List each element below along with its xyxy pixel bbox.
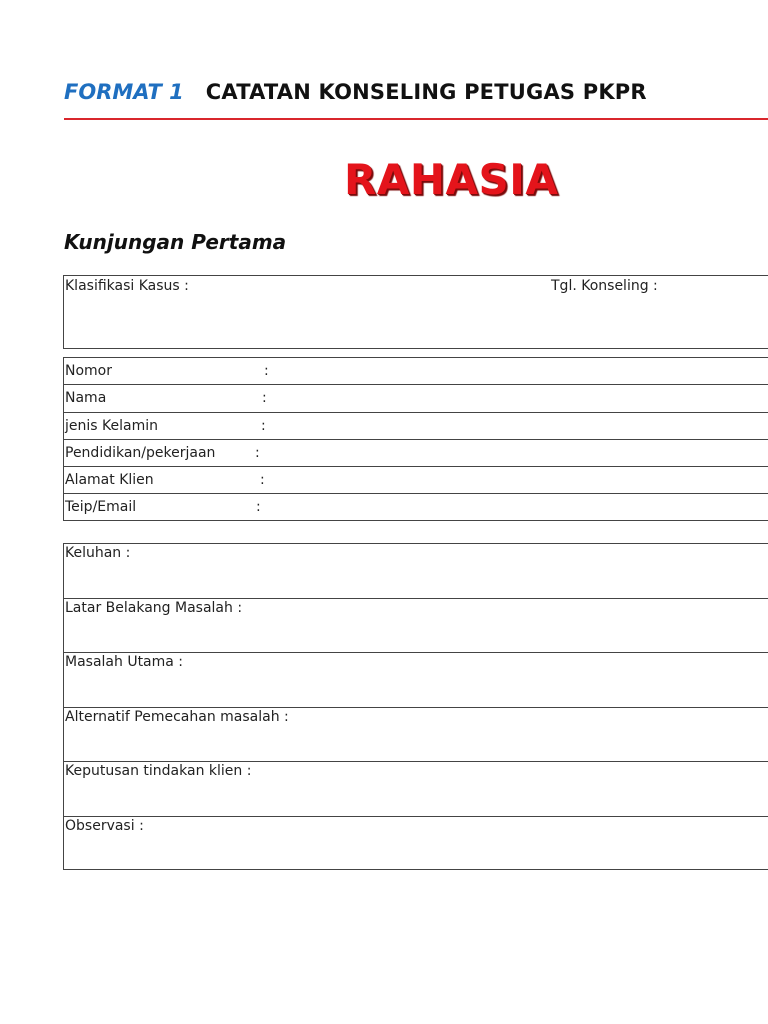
format-label: FORMAT 1 <box>64 80 184 104</box>
table-row[interactable] <box>64 440 768 467</box>
notes-row-main-problem[interactable] <box>64 653 768 708</box>
row-label-nomor: Nomor <box>65 363 112 379</box>
row-label-gender: jenis Kelamin <box>65 417 158 434</box>
table-row[interactable] <box>64 358 768 385</box>
notes-row-background[interactable] <box>64 599 768 654</box>
client-identity-table <box>63 357 768 521</box>
document-title: CATATAN KONSELING PETUGAS PKPR <box>205 80 647 104</box>
notes-label: Observasi : <box>65 817 144 834</box>
notes-label: Keputusan tindakan klien : <box>65 763 252 779</box>
notes-label: Latar Belakang Masalah : <box>65 599 243 616</box>
notes-label: Keluhan : <box>65 545 131 561</box>
row-colon: : <box>264 363 269 379</box>
table-row[interactable] <box>64 413 768 440</box>
row-label-phone-email: Teip/Email <box>65 499 137 516</box>
confidential-stamp: RAHASIA <box>344 155 559 204</box>
notes-row-complaint[interactable] <box>64 544 768 599</box>
header-divider <box>64 118 768 120</box>
counseling-notes-table <box>63 543 768 870</box>
counseling-date-field[interactable]: Tgl. Konseling : <box>551 278 658 294</box>
row-colon: : <box>261 417 266 434</box>
notes-row-alternatives[interactable] <box>64 708 768 763</box>
row-label-education: Pendidikan/pekerjaan <box>65 444 216 461</box>
table-row[interactable] <box>64 494 768 521</box>
notes-label: Alternatif Pemecahan masalah : <box>65 708 289 725</box>
section-title: Kunjungan Pertama <box>64 230 287 254</box>
notes-row-observation[interactable] <box>64 817 768 872</box>
notes-row-client-decision[interactable] <box>64 762 768 817</box>
row-label-address: Alamat Klien <box>65 472 154 489</box>
table-row[interactable] <box>64 467 768 494</box>
table-row[interactable] <box>64 385 768 412</box>
case-info-box <box>63 275 768 349</box>
document-header <box>64 80 768 110</box>
row-colon: : <box>255 444 260 461</box>
notes-label: Masalah Utama : <box>65 654 184 670</box>
row-label-nama: Nama <box>65 390 107 407</box>
row-colon: : <box>260 472 265 489</box>
row-colon: : <box>262 390 267 407</box>
case-classification-field[interactable]: Klasifikasi Kasus : <box>65 278 189 294</box>
row-colon: : <box>256 499 261 516</box>
